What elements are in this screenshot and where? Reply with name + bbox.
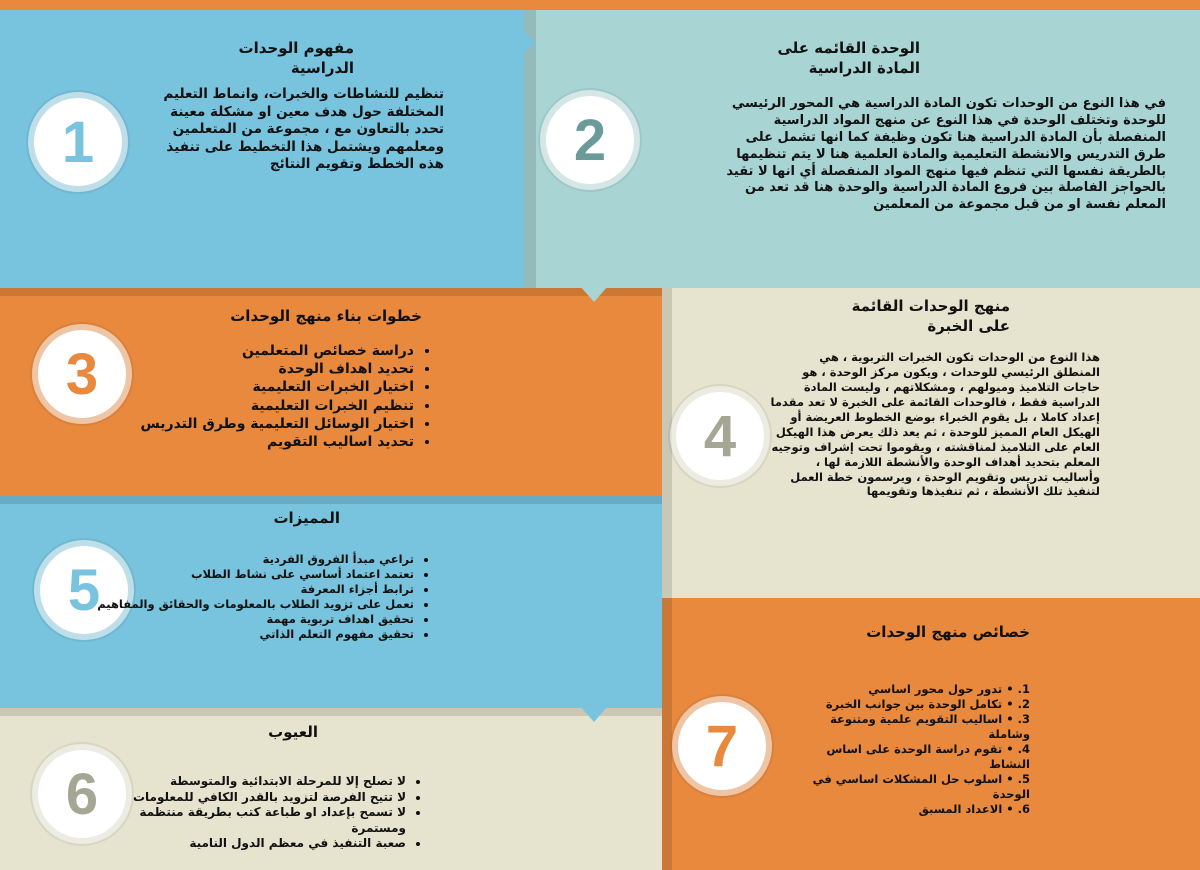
card-body: في هذا النوع من الوحدات تكون المادة الدراسية هي المحور الرئيسي للوحدة وتختلف الوحدة في هذا النوع عن منهج المواد الدراسية المنفصلة بأن المادة الدراسية هنا تكون وظيفة كما انها تشمل على طرق التدريس والانشطة التعليمية والمادة العلمية هنا لا يتم تنظيمها بالطريقة نفسها التي تنظم فيها منهج المواد المنفصلة أي انها لا تقيد بالحواجز الفاصلة بين فروع المادة الدراسية والوحدة هنا قد تعد من المعلم نفسة او من قبل مجموعة من المعلمين — [726, 96, 1166, 213]
card-title: الوحدة القائمه على المادة الدراسية — [777, 39, 920, 78]
number-badge-5: 5 — [40, 546, 128, 634]
panel-shadow — [0, 496, 662, 504]
card-title: خطوات بناء منهج الوحدات — [230, 307, 422, 325]
list-item: 1. • تدور حول محور اساسي — [868, 682, 1030, 696]
panel-shadow — [0, 708, 662, 716]
card-body: هذا النوع من الوحدات تكون الخبرات التربوية ، هي المنطلق الرئيسي للوحدات ، ويكون مركز الوحدة ، هو حاجات التلاميذ وميولهم ، ومشكلاتهم ، وليست المادة الدراسية فقط ، فالوحدات القائمة على الخبرة لا تعد مقدما إعداد كاملا ، بل يقوم الخبراء بوضع الخطوط العريضة أو الهيكل العام المميز للوحدة ، ثم يعد ذلك يعرض هذا الهيكل العام على التلاميذ لمناقشته ، ويقوموا تحت إشراف وتوجيه المعلم بتحديد أهداف الوحدة والأنشطة اللازمة لها ، وأساليب تدريس وتقويم الوحدة ، ويرسمون خطة العمل لتنفيذ تلك الأنشطة ، ثم تنفيذها وتقويمها — [770, 350, 1100, 499]
card-unit-concept — [0, 10, 524, 288]
list-item: • اختيار الوسائل التعليمية وطرق التدريس — [114, 415, 414, 433]
list-item: 3. • اساليب التقويم علمية ومتنوعة وشاملة — [830, 711, 1030, 741]
list-item: • تعتمد اعتماد أساسي على نشاط الطلاب — [94, 567, 414, 582]
list-item: 2. • تكامل الوحدة بين جوانب الخبرة — [825, 696, 1030, 711]
list-item: • اختيار الخبرات التعليمية — [114, 378, 414, 396]
list-item: • تعمل على تزويد الطلاب بالمعلومات والحقائق والمفاهيم — [94, 597, 414, 612]
list-item: • لا تسمح بإعداد او طباعة كتب بطريقة منتظمة ومستمرة — [86, 805, 406, 836]
card-subject-based-unit — [524, 10, 1200, 288]
number-badge-7: 7 — [678, 702, 766, 790]
list-item: • تحقيق مفهوم التعلم الذاتي — [94, 627, 414, 642]
pointer-notch-5 — [580, 706, 608, 722]
number-badge-2: 2 — [546, 96, 634, 184]
card-title: خصائص منهج الوحدات — [866, 623, 1030, 641]
list-item: • ترابط أجزاء المعرفة — [94, 582, 414, 597]
card-title: منهج الوحدات القائمة على الخبرة — [851, 297, 1010, 336]
list-item: • تحديد اهداف الوحدة — [114, 360, 414, 378]
list-item: 4. • تقوم دراسة الوحدة على اساس النشاط — [826, 741, 1030, 771]
list-item: • تنظيم الخبرات التعليمية — [114, 397, 414, 415]
panel-shadow — [662, 598, 672, 870]
list-item: • تحقيق اهداف تربوية مهمة — [94, 612, 414, 627]
card-characteristics — [662, 598, 1200, 870]
list-item: 6. • الاعداد المسبق — [918, 801, 1030, 816]
list-item: • دراسة خصائص المتعلمين — [114, 342, 414, 360]
card-disadvantages — [0, 708, 662, 870]
pointer-notch-1 — [522, 30, 536, 54]
advantages-list — [94, 552, 432, 642]
steps-list — [114, 342, 432, 451]
number-badge-6: 6 — [38, 750, 126, 838]
list-item: • صعبة التنفيذ في معظم الدول النامية — [86, 836, 406, 852]
number-badge-3: 3 — [38, 330, 126, 418]
card-title: العيوب — [268, 723, 318, 741]
card-building-steps — [0, 288, 662, 496]
characteristics-list — [800, 682, 1030, 816]
pointer-notch-2 — [580, 286, 608, 302]
card-body: تنظيم للنشاطات والخبرات، وانماط التعليم المختلفة حول هدف معين او مشكلة معينة تحدد بالتعاون مع ، مجموعة من المتعلمين ومعلمهم ويشتمل هذا التخطيط على تنفيذ هذه الخطط وتقويم النتائج — [163, 86, 444, 173]
list-item: • لا تصلح إلا للمرحلة الابتدائية والمتوسطة — [86, 774, 406, 790]
panel-shadow — [662, 288, 672, 598]
panel-shadow — [0, 288, 662, 296]
list-item: • تحديد اساليب التقويم — [114, 433, 414, 451]
card-title: المميزات — [273, 509, 340, 527]
list-item: 5. • اسلوب حل المشكلات اساسي في الوحدة — [812, 771, 1030, 801]
top-accent-bar — [0, 0, 1200, 10]
card-advantages — [0, 496, 662, 708]
card-experience-based-unit — [662, 288, 1200, 598]
card-title: مفهوم الوحدات الدراسية — [238, 39, 354, 78]
list-item: • تراعي مبدأ الفروق الفردية — [94, 552, 414, 567]
disadvantages-list — [86, 774, 424, 852]
list-item: • لا تتيح الفرصة لتزويد بالقدر الكافي للمعلومات — [86, 790, 406, 806]
number-badge-1: 1 — [34, 98, 122, 186]
number-badge-4: 4 — [676, 392, 764, 480]
